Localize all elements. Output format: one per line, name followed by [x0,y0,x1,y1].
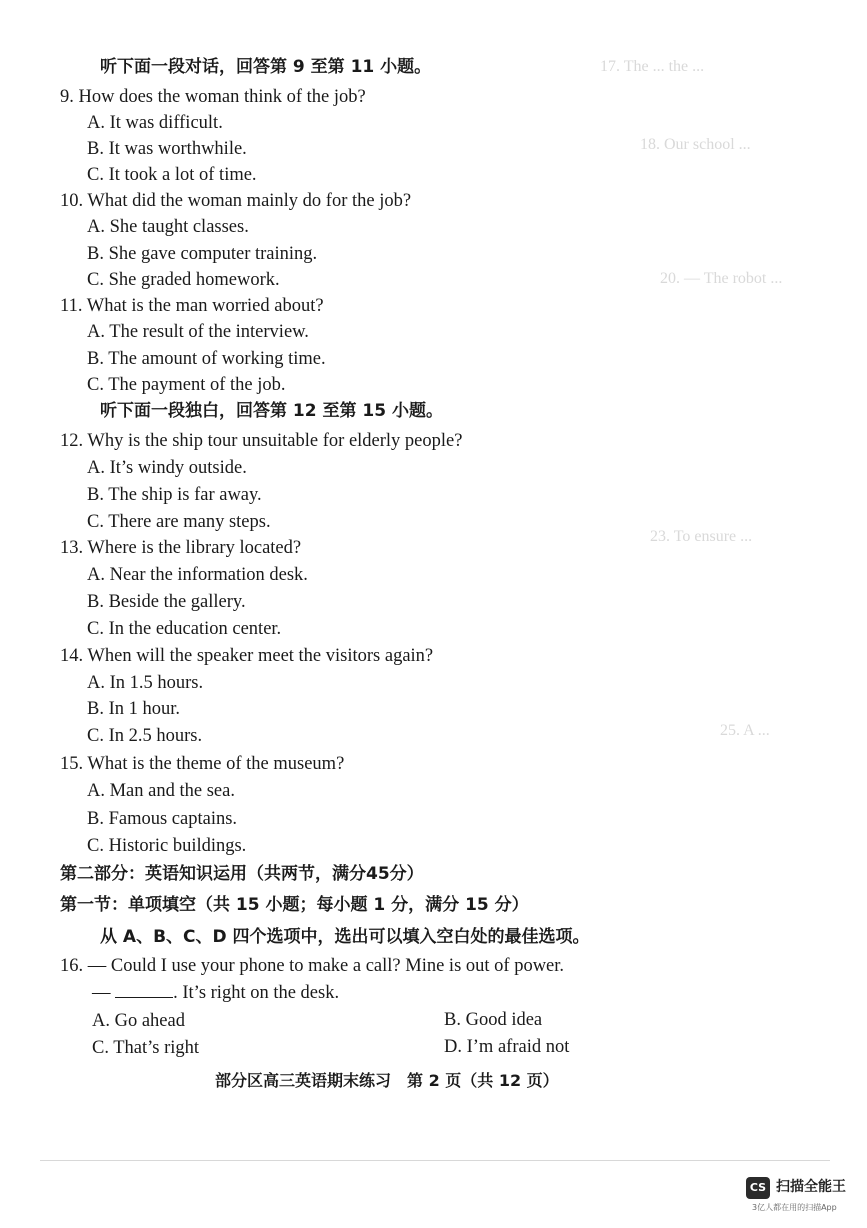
option: A. In 1.5 hours. [87,673,204,693]
question-stem: 16. — Could I use your phone to make a call? Mine is out of power. [60,956,565,976]
question-stem: 9. How does the woman think of the job? [60,87,366,107]
question-stem: 12. Why is the ship tour unsuitable for elderly people? [60,431,463,451]
reply-line [92,981,339,1005]
scanner-tagline: 3亿人都在用的扫描App [752,1203,837,1212]
reply-dash: — [92,983,111,1003]
part-title: 第二部分：英语知识运用（共两节，满分45分） [60,864,424,884]
option: C. It took a lot of time. [87,165,257,185]
option: C. The payment of the job. [87,375,286,395]
option: B. The ship is far away. [87,485,262,505]
option: A. She taught classes. [87,217,249,237]
scanner-brand-name: 扫描全能王 [776,1179,846,1195]
question-stem: 10. What did the woman mainly do for the job? [60,191,412,211]
option: A. It was difficult. [87,113,223,133]
question-stem: 13. Where is the library located? [60,538,302,558]
divider [40,1160,830,1161]
reply-text: . It’s right on the desk. [173,983,340,1003]
option: A. Go ahead [92,1011,185,1031]
scanner-logo-icon: CS [746,1177,770,1199]
monologue-instruction: 听下面一段独白，回答第 12 至第 15 小题。 [100,401,443,421]
option: B. Famous captains. [87,809,238,829]
option: C. That’s right [92,1038,200,1058]
option: A. Near the information desk. [87,565,308,585]
option: A. Man and the sea. [87,781,235,801]
question-stem: 14. When will the speaker meet the visitors again? [60,646,434,666]
section-title: 第一节：单项填空（共 15 小题；每小题 1 分，满分 15 分） [60,895,529,915]
option: B. In 1 hour. [87,699,181,719]
option: C. She graded homework. [87,270,280,290]
bleed-through: 20. — The robot ... [660,270,783,287]
option: B. Good idea [444,1010,543,1030]
page-footer: 部分区高三英语期末练习 第 2 页（共 12 页） [215,1071,559,1090]
dialogue-instruction: 听下面一段对话，回答第 9 至第 11 小题。 [100,57,432,77]
option: A. It’s windy outside. [87,458,247,478]
option: C. Historic buildings. [87,836,247,856]
option: B. Beside the gallery. [87,592,246,612]
option: B. She gave computer training. [87,244,318,264]
option: B. The amount of working time. [87,349,326,369]
bleed-through: 25. A ... [720,722,770,739]
option: D. I’m afraid not [444,1037,570,1057]
option: C. In the education center. [87,619,282,639]
bleed-through: 23. To ensure ... [650,528,753,545]
section-instruction: 从 A、B、C、D 四个选项中，选出可以填入空白处的最佳选项。 [100,927,590,947]
question-stem: 15. What is the theme of the museum? [60,754,345,774]
option: B. It was worthwhile. [87,139,247,159]
answer-blank [115,981,173,998]
option: C. There are many steps. [87,512,271,532]
option: C. In 2.5 hours. [87,726,203,746]
bleed-through: 17. The ... the ... [600,58,705,75]
bleed-through: 18. Our school ... [640,136,751,153]
question-stem: 11. What is the man worried about? [60,296,324,316]
option: A. The result of the interview. [87,322,309,342]
